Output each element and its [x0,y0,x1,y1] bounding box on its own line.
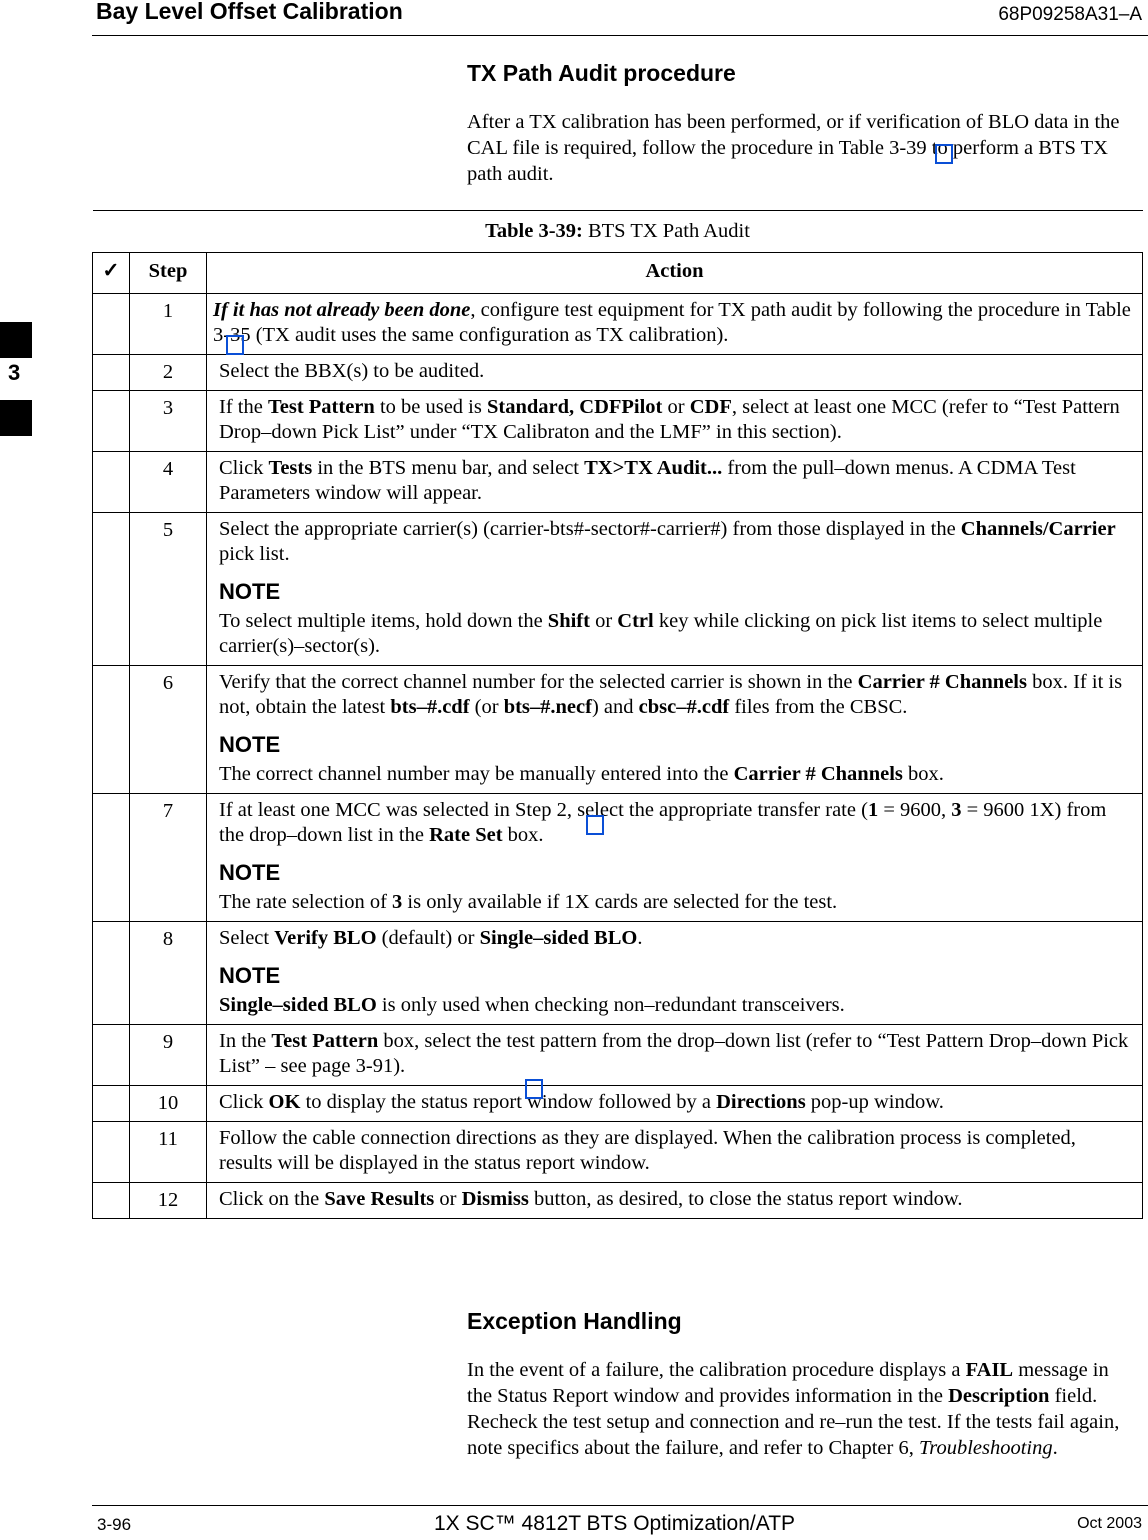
document-number: 68P09258A31–A [998,4,1142,25]
link-marker[interactable] [586,815,604,835]
step-number: 8 [130,922,207,1025]
table-row [93,1025,1143,1086]
chapter-tab-upper [0,322,32,358]
chapter-tab-lower [0,400,32,436]
step-action: Select Verify BLO (default) or Single–sided BLO. NOTE Single–sided BLO is only used when checking non–redundant transceivers. [207,922,1143,1025]
link-marker[interactable] [226,335,244,355]
table-row [93,1183,1143,1219]
header-rule [92,35,1148,36]
exception-heading: Exception Handling [467,1308,682,1334]
step-action: Verify that the correct channel number for the selected carrier is shown in the Carrier # Channels box. If it is not, obtain the latest bts–#.cdf (or bts–#.necf) and cbsc–#.cdf files from the CBSC. NOTE The correct channel number may be manually entered into the Carrier # Channels box. [207,666,1143,794]
step-number: 5 [130,513,207,666]
step-action: If the Test Pattern to be used is Standard, CDFPilot or CDF, select at least one MCC (refer to “Test Pattern Drop–down Pick List” under “TX Calibraton and the LMF” in this section). [207,391,1143,452]
step-action: If it has not already been done, configure test equipment for TX path audit by following the procedure in Table 3-35 (TX audit uses the same configuration as TX calibration). [207,294,1143,355]
note-label: NOTE [219,579,281,604]
page-header-title: Bay Level Offset Calibration [96,0,403,24]
note-text: The correct channel number may be manually entered into the Carrier # Channels box. [219,763,944,785]
step-action: If at least one MCC was selected in Step 2, select the appropriate transfer rate (1 = 9600, 3 = 9600 1X) from the drop–down list in the Rate Set box. NOTE The rate selection of 3 is only available if 1X cards are selected for the test. [207,794,1143,922]
check-column-header: ✓ [93,253,130,294]
table-row [93,1122,1143,1183]
note-text: The rate selection of 3 is only available if 1X cards are selected for the test. [219,891,838,913]
table-row [93,666,1143,794]
step-column-header: Step [130,253,207,294]
step-number: 6 [130,666,207,794]
step-number: 11 [130,1122,207,1183]
procedure-table [92,210,1143,1219]
step-action: Select the appropriate carrier(s) (carrier-bts#-sector#-carrier#) from those displayed in the Channels/Carrier pick list. NOTE To select multiple items, hold down the Shift or Ctrl key while clicking on pick list items to select multiple carrier(s)–sector(s). [207,513,1143,666]
step-action: Click Tests in the BTS menu bar, and select TX>TX Audit... from the pull–down menus. A CDMA Test Parameters window will appear. [207,452,1143,513]
step-number: 9 [130,1025,207,1086]
link-marker[interactable] [935,144,953,164]
note-text: Single–sided BLO is only used when checking non–redundant transceivers. [219,994,845,1016]
step-action: Click on the Save Results or Dismiss button, as desired, to close the status report window. [207,1183,1143,1219]
section-heading: TX Path Audit procedure [467,60,736,86]
note-text: To select multiple items, hold down the Shift or Ctrl key while clicking on pick list items to select multiple carrier(s)–sector(s). [219,610,1103,657]
note-label: NOTE [219,860,281,885]
step-number: 1 [130,294,207,355]
table-row [93,452,1143,513]
chapter-tab-number: 3 [8,360,21,385]
page-number: 3-96 [97,1515,132,1534]
table-row [93,294,1143,355]
step-action: In the Test Pattern box, select the test pattern from the drop–down list (refer to “Test Pattern Drop–down Pick List” – see page 3-91). [207,1025,1143,1086]
step-number: 3 [130,391,207,452]
table-row [93,391,1143,452]
note-label: NOTE [219,963,281,988]
footer-date: Oct 2003 [1077,1515,1142,1532]
link-marker[interactable] [525,1079,543,1099]
step-number: 10 [130,1086,207,1122]
table-row [93,794,1143,922]
footer-rule [92,1505,1148,1506]
table-row [93,922,1143,1025]
section-intro: After a TX calibration has been performed, or if verification of BLO data in the CAL file is required, follow the procedure in Table 3-39 to perform a BTS TX path audit. [467,111,1120,185]
action-column-header: Action [207,253,1143,294]
table-row [93,1086,1143,1122]
step-number: 12 [130,1183,207,1219]
table-row [93,355,1143,391]
step-action: Follow the cable connection directions as they are displayed. When the calibration process is completed, results will be displayed in the status report window. [207,1122,1143,1183]
step-number: 4 [130,452,207,513]
footer-title: 1X SC™ 4812T BTS Optimization/ATP [434,1512,796,1535]
table-row [93,513,1143,666]
step-number: 7 [130,794,207,922]
step-action: Select the BBX(s) to be audited. [207,355,1143,391]
note-label: NOTE [219,732,281,757]
table-caption: Table 3-39: BTS TX Path Audit [93,211,1143,253]
step-number: 2 [130,355,207,391]
step-action: Click OK to display the status report window followed by a Directions pop-up window. [207,1086,1143,1122]
exception-text: In the event of a failure, the calibration procedure displays a FAIL message in the Status Report window and provides information in the Description field. Recheck the test setup and connection and re–run the test. If the tests fail again, note specifics about the failure, and refer to Chapter 6, Troubleshooting. [467,1359,1120,1459]
